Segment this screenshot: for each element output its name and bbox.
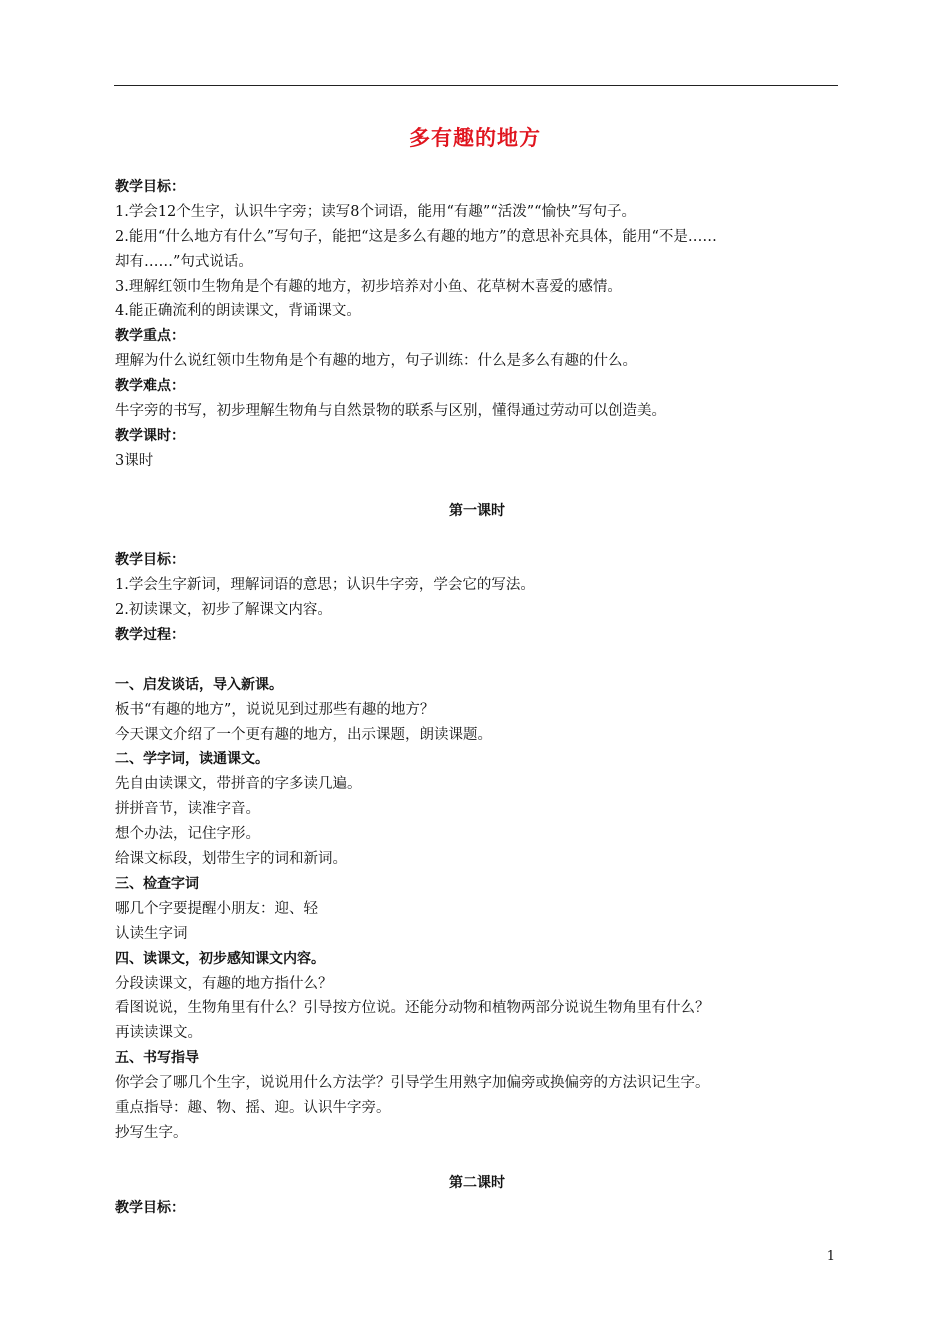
lesson-heading: 第一课时: [449, 502, 505, 519]
body-line: 你学会了哪几个生字，说说用什么方法学？引导学生用熟字加偏旁或换偏旁的方法识记生字。: [115, 1075, 710, 1092]
blank-line: [115, 648, 839, 673]
blank-line: [115, 1146, 839, 1171]
body-line: 拼拼音节，读准字音。: [115, 801, 260, 818]
blank-line: [115, 523, 839, 548]
body-line: 抄写生字。: [115, 1124, 188, 1141]
body-line: 给课文标段，划带生字的词和新词。: [115, 851, 347, 868]
body-line: 1.学会12个生字，认识牛字旁；读写8个词语，能用“有趣”“活泼”“愉快”写句子。: [115, 203, 636, 220]
section-heading: 教学目标：: [115, 552, 185, 569]
body-line: 哪几个字要提醒小朋友：迎、轻: [115, 900, 318, 917]
body-line: 2.初读课文，初步了解课文内容。: [115, 602, 332, 619]
document-body: [115, 175, 839, 1220]
body-line: 理解为什么说红领巾生物角是个有趣的地方，句子训练：什么是多么有趣的什么。: [115, 353, 637, 370]
body-line: 看图说说，生物角里有什么？引导按方位说。还能分动物和植物两部分说说生物角里有什么？: [115, 1000, 710, 1017]
body-line: 2.能用“什么地方有什么”写句子，能把“这是多么有趣的地方”的意思补充具体，能用“不是……: [115, 228, 717, 245]
section-heading: 四、读课文，初步感知课文内容。: [115, 950, 325, 967]
section-heading: 五、书写指导: [115, 1050, 199, 1067]
blank-line: [115, 474, 839, 499]
body-line: 3.理解红领巾生物角是个有趣的地方，初步培养对小鱼、花草树木喜爱的感情。: [115, 278, 622, 295]
body-line: 先自由读课文，带拼音的字多读几遍。: [115, 776, 362, 793]
lesson-heading: 第二课时: [449, 1174, 505, 1191]
header-rule: [114, 85, 838, 86]
section-heading: 三、检查字词: [115, 875, 199, 892]
body-line: 分段读课文，有趣的地方指什么？: [115, 975, 333, 992]
section-heading: 教学目标：: [115, 1199, 185, 1216]
section-heading: 一、启发谈话，导入新课。: [115, 676, 283, 693]
section-heading: 教学重点：: [115, 328, 185, 345]
body-line: 板书“有趣的地方”，说说见到过那些有趣的地方？: [115, 701, 435, 718]
section-heading: 二、学字词，读通课文。: [115, 751, 269, 768]
body-line: 认读生字词: [115, 925, 188, 942]
body-line: 4.能正确流利的朗读课文，背诵课文。: [115, 303, 361, 320]
body-line: 想个办法，记住字形。: [115, 826, 260, 843]
section-heading: 教学课时：: [115, 427, 185, 444]
section-heading: 教学难点：: [115, 378, 185, 395]
body-line: 牛字旁的书写，初步理解生物角与自然景物的联系与区别，懂得通过劳动可以创造美。: [115, 403, 666, 420]
body-line: 1.学会生字新词，理解词语的意思；认识牛字旁，学会它的写法。: [115, 577, 535, 594]
body-line: 再读读课文。: [115, 1025, 202, 1042]
body-line: 今天课文介绍了一个更有趣的地方，出示课题，朗读课题。: [115, 726, 492, 743]
document-title: 多有趣的地方: [409, 126, 541, 150]
page-number: 1: [826, 1249, 835, 1264]
body-line: 3课时: [115, 452, 154, 469]
body-line: 重点指导：趣、物、摇、迎。认识牛字旁。: [115, 1099, 391, 1116]
section-heading: 教学过程：: [115, 627, 185, 644]
body-line: 却有……”句式说话。: [115, 253, 253, 270]
section-heading: 教学目标：: [115, 179, 185, 195]
